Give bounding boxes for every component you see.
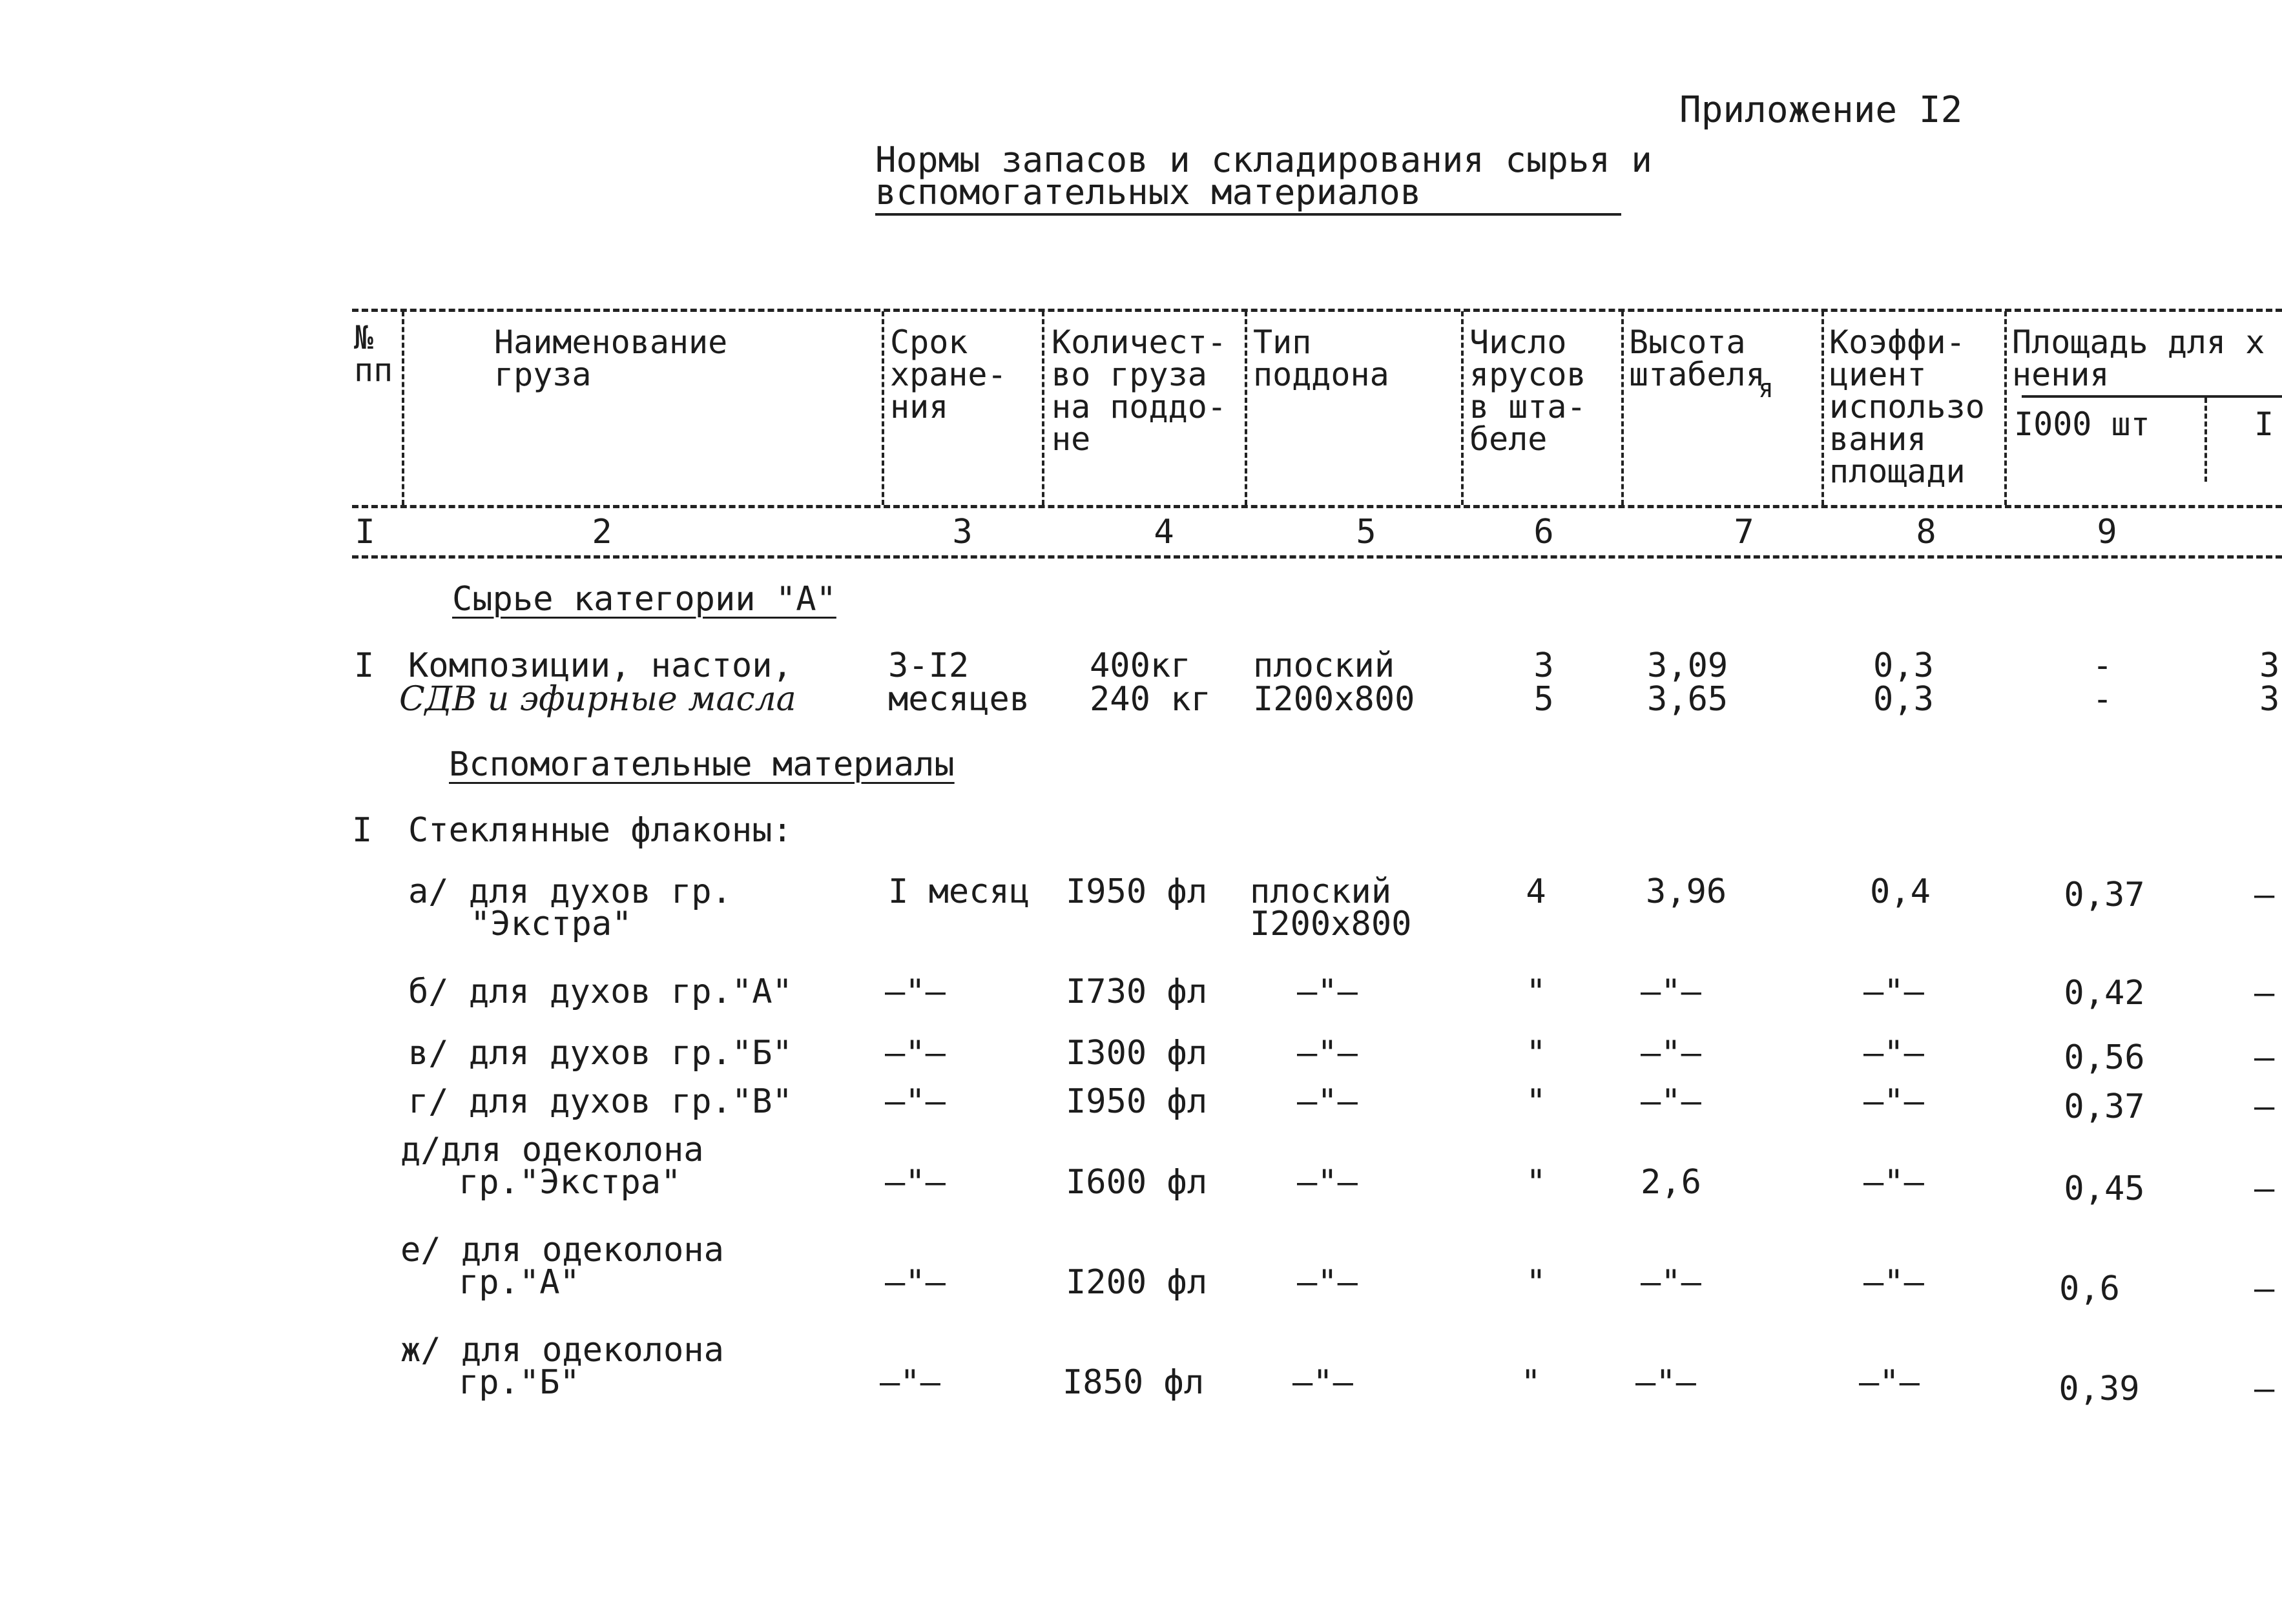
col-divider-3 [1042,311,1044,505]
section-title-auxiliary: Вспомогательные материалы [449,745,955,784]
header-name-1: Наименование [494,324,728,361]
header-tiers-3: в шта- [1469,388,1586,426]
row-a-qty-2: 240 кг [1090,680,1211,719]
row-b0-qty: I950 фл [1066,872,1208,911]
row-b4-area: 0,45 [2064,1169,2145,1208]
row-b4-coef: –"– [1863,1163,1924,1202]
row-b4-label-2: гр."Экстра" [459,1163,681,1202]
row-b2-area: 0,56 [2064,1038,2145,1077]
column-number-8: 8 [1916,513,1936,551]
row-b5-coef: –"– [1863,1263,1924,1302]
column-number-3: 3 [952,513,973,551]
row-a-term-2: месяцев [888,680,1030,719]
header-name-2: груза [494,356,592,393]
row-b3-cut: – [2254,1087,2275,1126]
header-area-sub-cut: I [2254,406,2274,443]
row-a-name-1: Композиции, настои, [408,646,793,685]
row-a-name-2-handwritten: СДВ и эфирные масла [399,680,796,719]
col-divider-8 [2004,311,2007,505]
row-b6-term: –"– [880,1363,940,1402]
row-b5-term: –"– [885,1263,946,1302]
column-number-4: 4 [1154,513,1174,551]
row-a-num: I [354,646,375,685]
row-b0-tiers: 4 [1526,872,1546,911]
row-b3-area: 0,37 [2064,1087,2145,1126]
row-b1-height: –"– [1641,972,1701,1011]
row-b1-area: 0,42 [2064,974,2145,1012]
title-underline [875,213,1621,216]
row-b3-label-1: г/ для духов гр."В" [408,1082,793,1121]
header-tiers-4: беле [1469,420,1548,458]
row-a-cut-1: 3 [2259,646,2280,685]
row-b3-height: –"– [1641,1082,1701,1121]
header-coef-5: площади [1829,453,1966,490]
header-coef-4: вания [1829,420,1927,458]
row-b5-label-2: гр."А" [459,1263,580,1302]
header-height-2: штабеля [1629,356,1765,393]
header-coef-1: Коэффи- [1829,324,1966,361]
row-b1-term: –"– [885,972,946,1011]
group-num: I [352,811,373,850]
row-a-coef-2: 0,3 [1873,680,1934,719]
col-divider-4 [1245,311,1247,505]
row-b4-label-1: д/для одеколона [400,1131,704,1169]
row-b0-label-1: а/ для духов гр. [408,872,732,911]
row-b5-height: –"– [1641,1263,1701,1302]
row-b2-term: –"– [885,1034,946,1073]
column-number-5: 5 [1356,513,1376,551]
row-b6-label-2: гр."Б" [459,1363,580,1402]
header-coef-2: циент [1829,356,1927,393]
row-b5-qty: I200 фл [1066,1263,1208,1302]
row-b2-pallet: –"– [1297,1034,1358,1073]
row-b6-area: 0,39 [2059,1370,2140,1408]
row-b1-cut: – [2254,974,2275,1012]
row-b4-height: 2,6 [1641,1163,1701,1202]
row-b5-cut: – [2254,1269,2275,1308]
row-b6-cut: – [2254,1370,2275,1408]
row-b3-term: –"– [885,1082,946,1121]
header-qty-2: во груза [1052,356,1207,393]
row-b2-tiers: " [1526,1034,1546,1073]
header-tiers-1: Число [1469,324,1567,361]
row-b0-coef: 0,4 [1870,872,1931,911]
row-a-area-2: - [2092,680,2113,719]
column-numbers-rule [352,555,2282,559]
row-a-height-2: 3,65 [1647,680,1728,719]
row-a-tiers-1: 3 [1533,646,1554,685]
row-b0-term: I месяц [888,872,1030,911]
header-term-1: Срок [890,324,968,361]
row-b6-pallet: –"– [1292,1363,1353,1402]
title-line-2: вспомогательных материалов [875,172,1422,212]
area-subheader-rule [2022,395,2282,398]
row-b5-area: 0,6 [2059,1269,2120,1308]
section-title-raw-materials: Сырье категории "А" [452,580,836,619]
row-b0-height: 3,96 [1646,872,1727,911]
row-b6-label-1: ж/ для одеколона [400,1331,724,1370]
row-b4-cut: – [2254,1169,2275,1208]
row-b6-height: –"– [1635,1363,1696,1402]
column-number-7: 7 [1734,513,1754,551]
header-num-2: пп [354,351,393,389]
header-bottom-rule [352,505,2282,508]
col-divider-7 [1821,311,1824,505]
header-area-sub-1000: I000 шт [2014,406,2150,443]
row-b0-pallet-1: плоский [1250,872,1392,911]
col-divider-2 [882,311,884,505]
header-height-subscript: я [1758,374,1774,404]
row-a-coef-1: 0,3 [1873,646,1934,685]
row-a-qty-1: 400кг [1090,646,1191,685]
row-b5-tiers: " [1526,1263,1546,1302]
row-b2-coef: –"– [1863,1034,1924,1073]
row-a-pallet-2: I200x800 [1253,680,1415,719]
header-num-1: № [354,319,374,356]
row-b2-cut: – [2254,1038,2275,1077]
row-b4-qty: I600 фл [1066,1163,1208,1202]
col-divider-9 [2204,398,2207,482]
row-b1-qty: I730 фл [1066,972,1208,1011]
row-b4-pallet: –"– [1297,1163,1358,1202]
row-b4-tiers: " [1526,1163,1546,1202]
header-coef-3: использо [1829,388,1985,426]
row-b6-coef: –"– [1859,1363,1920,1402]
column-number-2: 2 [592,513,612,551]
header-qty-1: Количест- [1052,324,1227,361]
column-number-6: 6 [1533,513,1554,551]
row-a-area-1: - [2092,646,2113,685]
header-term-2: хране- [890,356,1007,393]
row-b3-qty: I950 фл [1066,1082,1208,1121]
row-b5-label-1: е/ для одеколона [400,1231,724,1269]
row-b2-label-1: в/ для духов гр."Б" [408,1034,793,1073]
row-b1-coef: –"– [1863,972,1924,1011]
row-a-pallet-1: плоский [1253,646,1395,685]
group-title: Стеклянные флаконы: [408,811,793,850]
row-b2-height: –"– [1641,1034,1701,1073]
row-b0-cut: – [2254,876,2275,914]
header-pallet-2: поддона [1253,356,1389,393]
row-b0-pallet-2: I200x800 [1250,905,1412,943]
row-b6-tiers: " [1520,1363,1541,1402]
header-area-2: нения [2012,356,2110,393]
header-height-1: Высота [1629,324,1746,361]
column-number-9: 9 [2097,513,2117,551]
column-number-1: I [355,513,375,551]
row-b2-qty: I300 фл [1066,1034,1208,1073]
header-pallet-1: Тип [1253,324,1312,361]
header-qty-4: не [1052,420,1091,458]
row-a-cut-2: 3 [2259,680,2280,719]
row-b0-label-2: "Экстра" [470,905,632,943]
header-tiers-2: ярусов [1469,356,1586,393]
row-a-height-1: 3,09 [1647,646,1728,685]
row-b6-qty: I850 фл [1063,1363,1205,1402]
row-b3-tiers: " [1526,1082,1546,1121]
row-b1-tiers: " [1526,972,1546,1011]
col-divider-1 [402,311,404,505]
col-divider-6 [1621,311,1624,505]
header-term-3: ния [890,388,949,426]
row-b1-label-1: б/ для духов гр."А" [408,972,793,1011]
row-b3-pallet: –"– [1297,1082,1358,1121]
appendix-label: Приложение I2 [1679,89,1963,131]
row-b1-pallet: –"– [1297,972,1358,1011]
row-a-tiers-2: 5 [1533,680,1554,719]
row-b3-coef: –"– [1863,1082,1924,1121]
row-a-term-1: 3-I2 [888,646,970,685]
row-b5-pallet: –"– [1297,1263,1358,1302]
table-top-rule [352,309,2282,312]
row-b0-area: 0,37 [2064,876,2145,914]
header-area-1: Площадь для х [2012,324,2265,361]
row-b4-term: –"– [885,1163,946,1202]
col-divider-5 [1461,311,1464,505]
header-qty-3: на поддо- [1052,388,1227,426]
title-line-1: Нормы запасов и складирования сырья и [875,139,1652,180]
